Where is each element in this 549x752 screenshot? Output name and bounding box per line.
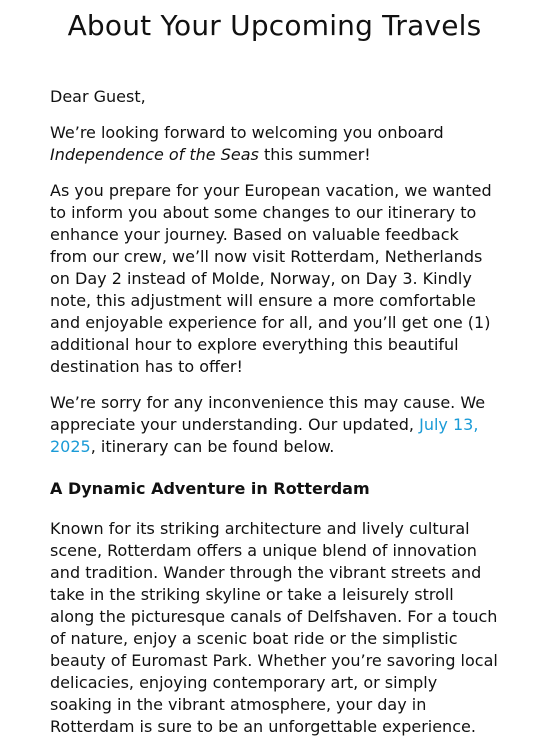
email-body [50, 86, 542, 752]
itinerary-date-link[interactable]: July 13, [419, 415, 479, 434]
intro-paragraph [50, 122, 542, 166]
paragraph-line: enhance your journey. Based on valuable feedback [50, 225, 459, 244]
paragraph-line [50, 414, 542, 436]
intro-line-2 [50, 144, 542, 166]
ship-name: Independence of the Seas [50, 145, 259, 164]
itinerary-change-paragraph [50, 180, 542, 378]
apology-paragraph [50, 392, 542, 458]
paragraph-line: soaking in the vibrant atmosphere, your day in [50, 695, 427, 714]
paragraph-line [50, 436, 542, 458]
paragraph-line: on Day 2 instead of Molde, Norway, on Day 3. Kindly [50, 269, 472, 288]
paragraph-line: As you prepare for your European vacation, we wanted [50, 181, 492, 200]
rotterdam-paragraph [50, 518, 542, 738]
paragraph-line: of nature, enjoy a scenic boat ride or the simplistic [50, 629, 458, 648]
paragraph-line: note, this adjustment will ensure a more comfortable [50, 291, 476, 310]
intro-line-rest: this summer! [258, 145, 371, 164]
paragraph-line: destination has to offer! [50, 357, 243, 376]
paragraph-text: appreciate your understanding. Our updated, [50, 415, 420, 434]
intro-line: We’re looking forward to welcoming you onboard [50, 123, 444, 142]
paragraph-line: Known for its striking architecture and lively cultural [50, 519, 470, 538]
paragraph-line: Rotterdam is sure to be an unforgettable experience. [50, 717, 476, 736]
paragraph-line: to inform you about some changes to our itinerary to [50, 203, 477, 222]
paragraph-line: take in the striking skyline or take a leisurely stroll [50, 585, 454, 604]
section-heading: A Dynamic Adventure in Rotterdam [50, 479, 370, 498]
paragraph-line: delicacies, enjoying contemporary art, or simply [50, 673, 438, 692]
paragraph-text: , itinerary can be found below. [90, 437, 335, 456]
page-title: About Your Upcoming Travels [67, 9, 482, 42]
paragraph-line: and enjoyable experience for all, and you’ll get one (1) [50, 313, 491, 332]
paragraph-line: along the picturesque canals of Delfshaven. For a touch [50, 607, 498, 626]
paragraph-line: beauty of Euromast Park. Whether you’re savoring local [50, 651, 498, 670]
paragraph-line: additional hour to explore everything this beautiful [50, 335, 459, 354]
greeting: Dear Guest, [50, 87, 146, 106]
paragraph-line: scene, Rotterdam offers a unique blend of innovation [50, 541, 477, 560]
paragraph-line: and tradition. Wander through the vibrant streets and [50, 563, 482, 582]
paragraph-line: We’re sorry for any inconvenience this may cause. We [50, 393, 486, 412]
paragraph-line: from our crew, we’ll now visit Rotterdam, Netherlands [50, 247, 483, 266]
itinerary-date-link-year[interactable]: 2025 [50, 437, 91, 456]
